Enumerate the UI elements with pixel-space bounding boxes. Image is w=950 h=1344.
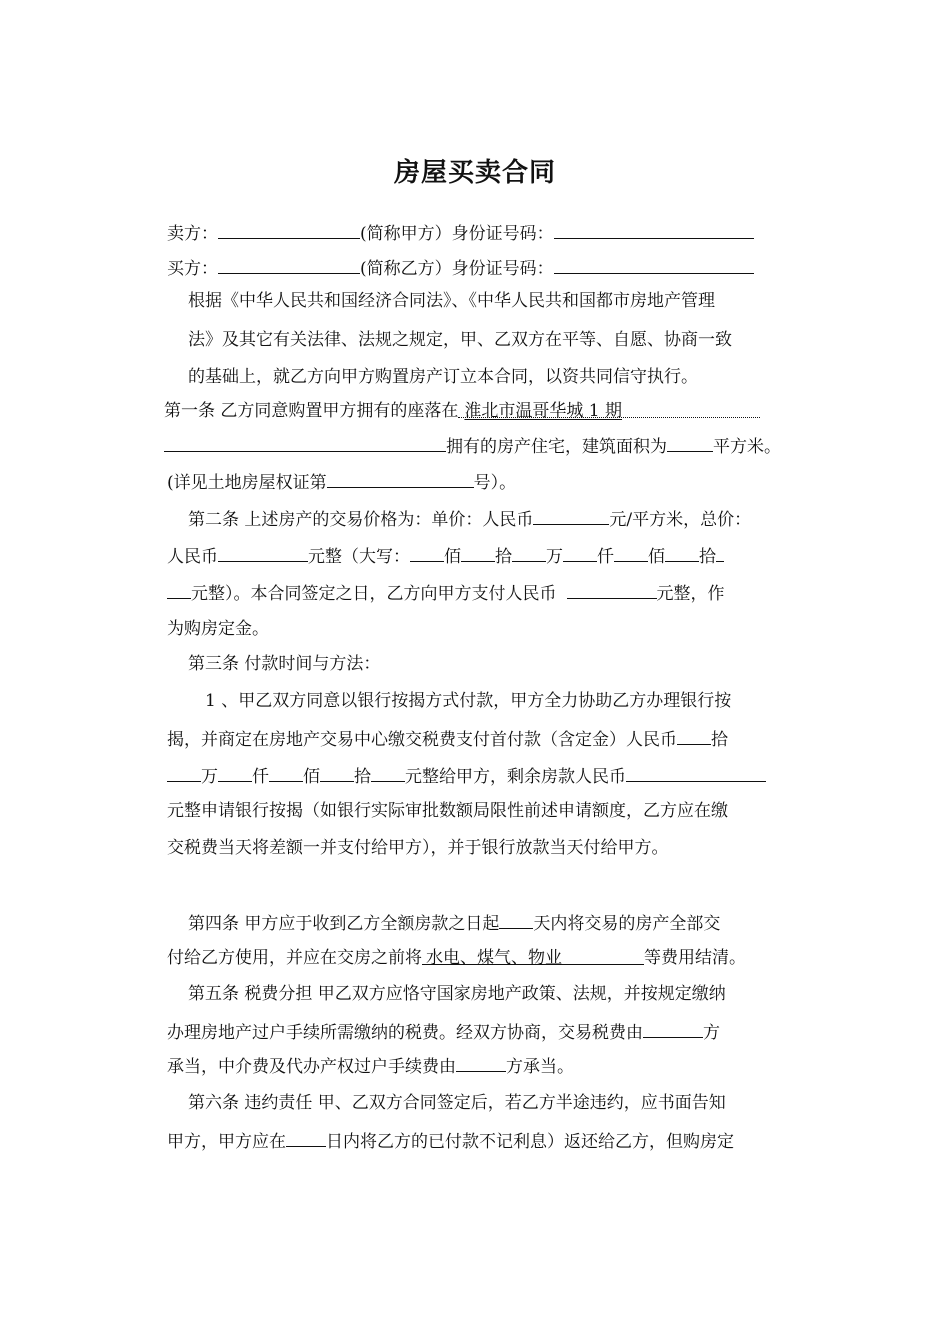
down-payment-blank-4[interactable] [269,763,303,782]
article-2-line-4: 为购房定金。 [167,619,269,639]
unit-bai-2: 佰 [648,547,665,567]
area-label: 拥有的房产住宅，建筑面积为 [446,437,667,457]
preamble-line-2: 法》及其它有关法律、法规之规定，甲、乙双方在平等、自愿、协商一致 [188,330,732,350]
capital-blank-4[interactable] [563,543,597,562]
article-4-line-1 [188,910,720,936]
unit-qian-2: 仟 [252,767,269,787]
capital-blank-2[interactable] [461,543,495,562]
agency-fee-suffix: 方承当。 [506,1057,574,1077]
agency-fee-label: 承当，中介费及代办产权过户手续费由 [167,1057,456,1077]
unit-shi-2: 拾 [699,547,716,567]
capital-label: 元整（大写： [308,547,410,567]
remaining-label: 元整给甲方，剩余房款人民币 [405,767,626,787]
article-3-line-4: 元整申请银行按揭（如银行实际审批数额局限性前述申请额度，乙方应在缴 [167,801,728,821]
capital-blank-1[interactable] [410,543,444,562]
preamble-line-1: 根据《中华人民共和国经济合同法》、《中华人民共和国都市房地产管理 [188,291,715,311]
article-3-line-3 [167,763,766,789]
refund-days-blank[interactable] [286,1128,326,1147]
down-payment-blank-3[interactable] [218,763,252,782]
seller-id-label: (简称甲方）身份证号码： [360,224,554,244]
capital-blank-5[interactable] [614,543,648,562]
total-price-blank[interactable] [218,543,308,562]
total-price-label: 元/平方米，总价： [609,510,752,530]
article-4-line-2 [167,946,746,970]
article-1-line-1 [164,399,760,423]
utilities-blank[interactable] [422,946,644,968]
tax-party-blank[interactable] [643,1019,703,1038]
unit-wan: 万 [546,547,563,567]
unit-wan-2: 万 [201,767,218,787]
tax-label: 办理房地产过户手续所需缴纳的税费。经双方协商，交易税费由 [167,1023,643,1043]
article-3-line-1: 1 、甲乙双方同意以银行按揭方式付款，甲方全力协助乙方办理银行按 [205,691,732,711]
buyer-line [167,255,754,281]
refund-suffix: 日内将乙方的已付款不记利息）返还给乙方，但购房定 [326,1132,734,1152]
area-unit: 平方米。 [713,437,781,457]
deposit-suffix: 元整，作 [656,584,725,604]
delivery-label: 第四条 甲方应于收到乙方全额房款之日起 [188,914,500,934]
seller-line [167,220,754,246]
article-6-line-1: 第六条 违约责任 甲、乙双方合同签定后，若乙方半途违约，应书面告知 [188,1093,726,1113]
unit-shi-4: 拾 [354,767,371,787]
article-2-line-1 [188,506,751,532]
utilities-label: 付给乙方使用，并应在交房之前将 [167,948,422,968]
deposit-blank[interactable] [567,580,657,599]
unit-qian: 仟 [597,547,614,567]
unit-shi-3: 拾 [711,730,728,750]
article-3-line-2 [167,726,728,752]
article-6-line-2 [167,1128,734,1154]
refund-label: 甲方，甲方应在 [167,1132,286,1152]
capital-blank-8[interactable] [167,580,191,599]
article-1-line-3 [167,469,516,495]
certificate-suffix: 号）。 [473,473,517,493]
document-title: 房屋买卖合同 [393,158,556,188]
property-location-blank[interactable] [458,399,760,421]
area-blank[interactable] [667,433,713,452]
property-owner-blank[interactable] [164,433,446,452]
article-2-line-3 [167,580,725,606]
property-location-value: 淮北市温哥华城 1 期 [464,401,623,421]
article-5-line-3 [167,1053,574,1079]
article-3-heading: 第三条 付款时间与方法： [188,654,381,674]
down-payment-blank-1[interactable] [677,726,711,745]
certificate-number-blank[interactable] [327,469,474,488]
article-3-line-5: 交税费当天将差额一并支付给甲方），并于银行放款当天付给甲方。 [167,838,669,858]
article-2-line-2 [167,543,724,569]
preamble-line-3: 的基础上，就乙方向甲方购置房产订立本合同，以资共同信守执行。 [188,367,698,387]
buyer-id-blank[interactable] [554,255,754,274]
agency-fee-party-blank[interactable] [456,1053,506,1072]
delivery-suffix: 天内将交易的房产全部交 [533,914,721,934]
unit-price-label: 第二条 上述房产的交易价格为：单价：人民币 [188,510,534,530]
article-5-line-2 [167,1019,720,1045]
unit-shi: 拾 [495,547,512,567]
unit-price-blank[interactable] [533,506,609,525]
down-payment-blank-5[interactable] [320,763,354,782]
seller-id-blank[interactable] [554,220,754,239]
certificate-label: (详见土地房屋权证第 [167,473,327,493]
down-payment-label: 揭，并商定在房地产交易中心缴交税费支付首付款（含定金）人民币 [167,730,677,750]
remaining-amount-blank[interactable] [626,763,766,782]
buyer-id-label: (简称乙方）身份证号码： [360,259,554,279]
utilities-suffix: 等费用结清。 [644,948,746,968]
unit-bai-3: 佰 [303,767,320,787]
rmb-label: 人民币 [167,547,218,567]
deposit-label: 元整）。本合同签定之日，乙方向甲方支付人民币 [191,584,557,604]
utilities-value: 水电、煤气、物业 [426,948,562,968]
delivery-days-blank[interactable] [499,910,533,929]
capital-blank-6[interactable] [665,543,699,562]
seller-label: 卖方： [167,224,218,244]
seller-name-blank[interactable] [218,220,360,239]
unit-bai: 佰 [444,547,461,567]
article-5-line-1: 第五条 税费分担 甲乙双方应恪守国家房地产政策、法规，并按规定缴纳 [188,984,726,1004]
buyer-label: 买方： [167,259,218,279]
capital-blank-3[interactable] [512,543,546,562]
capital-blank-7[interactable] [716,543,724,562]
article-1-text: 第一条 乙方同意购置甲方拥有的座落在 [164,401,459,421]
tax-suffix: 方 [703,1023,720,1043]
article-1-line-2 [164,433,781,459]
down-payment-blank-2[interactable] [167,763,201,782]
buyer-name-blank[interactable] [218,255,360,274]
down-payment-blank-6[interactable] [371,763,405,782]
